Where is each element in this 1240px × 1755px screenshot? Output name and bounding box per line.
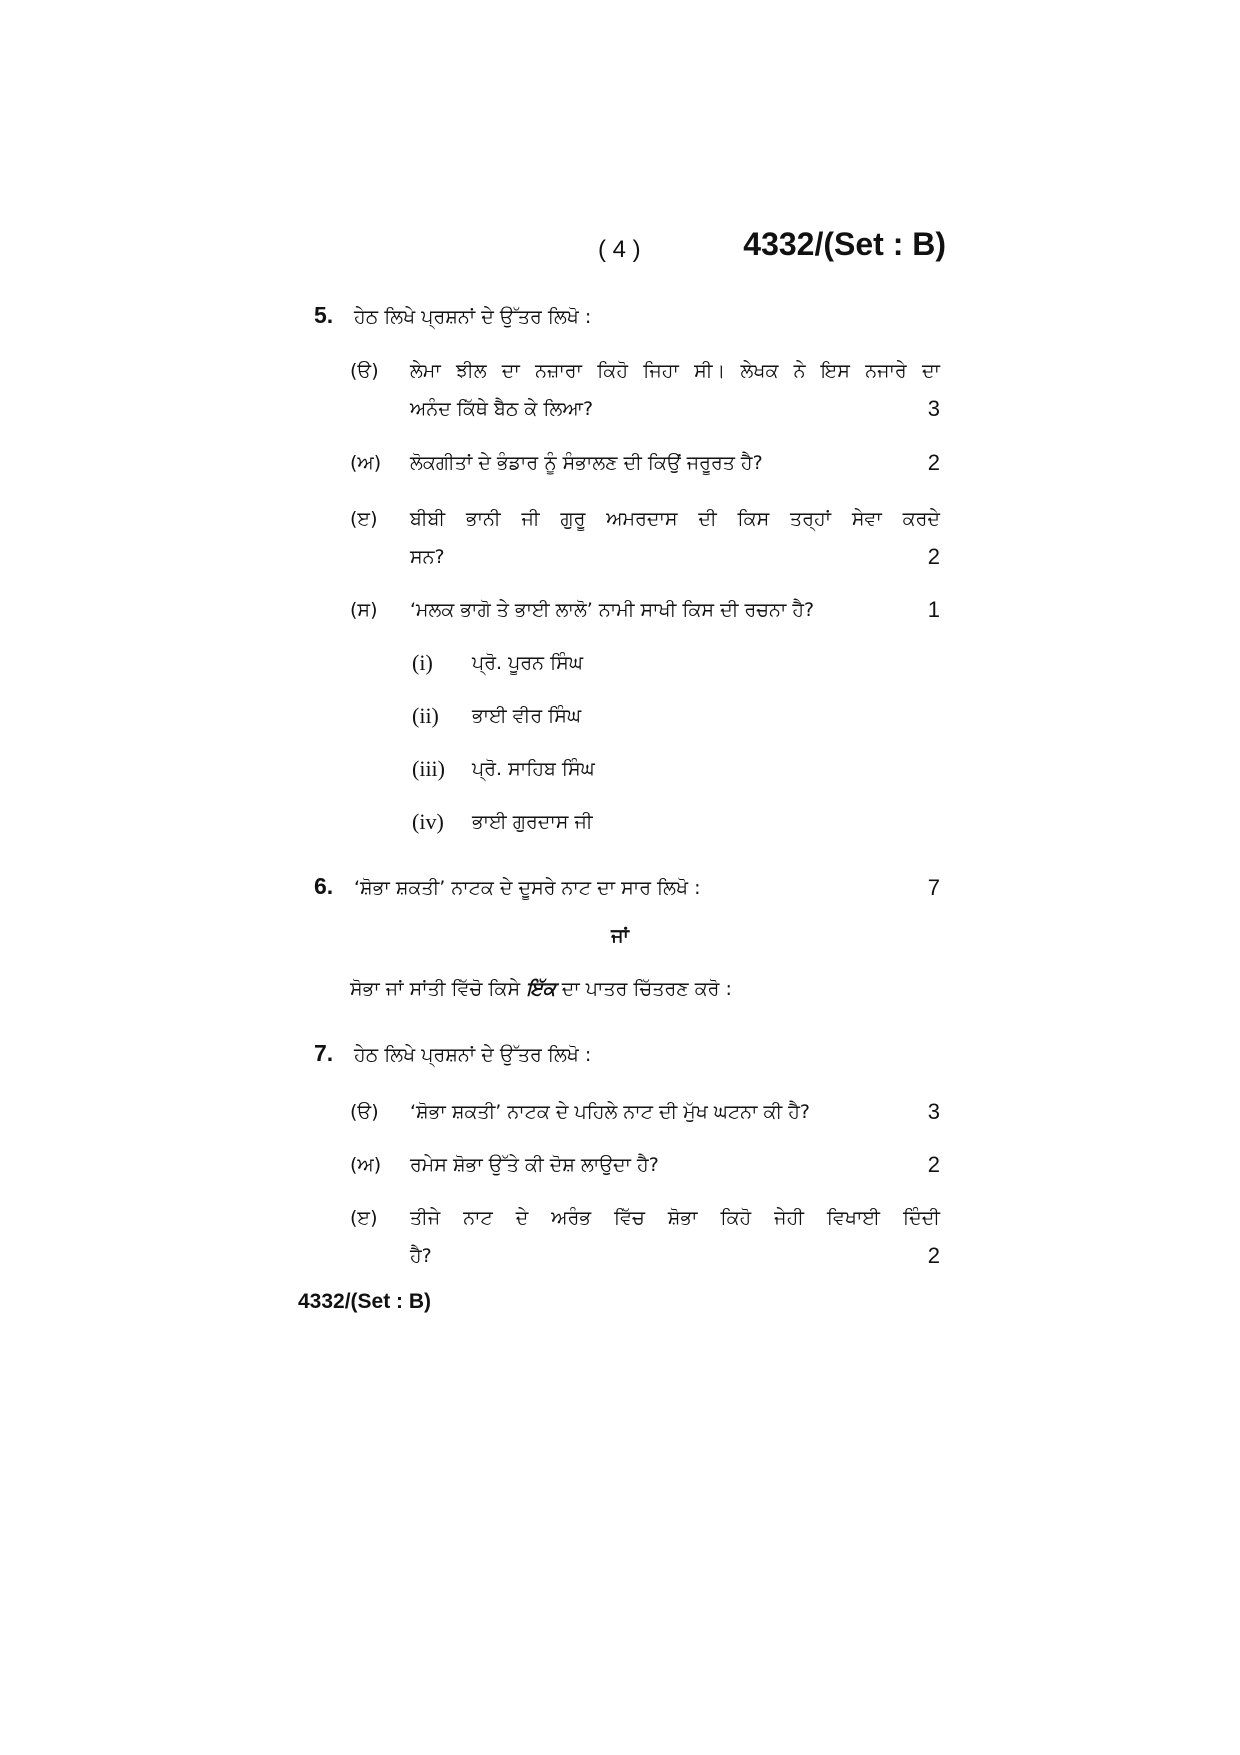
marks: 2 [927, 544, 940, 569]
option-text: ਭਾਈ ਵੀਰ ਸਿੰਘ [472, 705, 582, 727]
part-label: (ੲ) [350, 1207, 378, 1229]
option-numeral: (iv) [412, 809, 444, 834]
marks: 1 [927, 597, 940, 622]
part-label: (ੳ) [350, 360, 379, 382]
option-text: ਪ੍ਰੋ. ਪੂਰਨ ਸਿੰਘ [472, 652, 583, 674]
question-number: 7. [314, 1040, 334, 1066]
question-number: 5. [314, 302, 334, 328]
part-text-line-2: ਅਨੰਦ ਕਿੱਥੇ ਬੈਠ ਕੇ ਲਿਆ? [410, 398, 594, 420]
part-label: (ੳ) [350, 1101, 379, 1123]
marks: 2 [927, 450, 940, 475]
part-label: (ਅ) [350, 452, 382, 474]
paper-code-header: 4332/(Set : B) [743, 226, 946, 262]
paper-code-footer: 4332/(Set : B) [298, 1290, 432, 1313]
part-text-line-1: ‘ਸ਼ੋਭਾ ਸ਼ਕਤੀ’ ਨਾਟਕ ਦੇ ਪਹਿਲੇ ਨਾਟ ਦੀ ਮੁੱਖ ਘਟਨਾ ਕੀ ਹੈ? [410, 1101, 810, 1123]
marks: 3 [927, 1099, 940, 1124]
option-text: ਪ੍ਰੋ. ਸਾਹਿਬ ਸਿੰਘ [472, 758, 595, 780]
part-text-line-1: ‘ਮਲਕ ਭਾਗੋ ਤੇ ਭਾਈ ਲਾਲੋ’ ਨਾਮੀ ਸਾਖੀ ਕਿਸ ਦੀ ਰਚਨਾ ਹੈ? [410, 599, 815, 621]
question-text: ਹੇਠ ਲਿਖੇ ਪ੍ਰਸ਼ਨਾਂ ਦੇ ਉੱਤਰ ਲਿਖੋ : [354, 1044, 592, 1066]
question-text: ਹੇਠ ਲਿਖੇ ਪ੍ਰਸ਼ਨਾਂ ਦੇ ਉੱਤਰ ਲਿਖੋ : [354, 306, 592, 328]
option-text: ਭਾਈ ਗੁਰਦਾਸ ਜੀ [472, 811, 593, 833]
marks: 7 [927, 875, 940, 900]
part-label: (ਅ) [350, 1154, 382, 1176]
option-numeral: (i) [412, 650, 433, 675]
part-label: (ਸ) [350, 599, 378, 621]
or-separator: ਜਾਂ [611, 925, 629, 947]
part-text-line-2: ਸਨ? [410, 546, 445, 568]
alternative-text-end: ਦਾ ਪਾਤਰ ਚਿੱਤਰਣ ਕਰੋ : [555, 978, 732, 1000]
part-text-line-2: ਹੈ? [410, 1245, 432, 1267]
marks: 3 [927, 396, 940, 421]
page-number: ( 4 ) [598, 236, 641, 263]
part-label: (ੲ) [350, 508, 378, 530]
alternative-text-start: ਸੋਭਾ ਜਾਂ ਸਾਂਤੀ ਵਿੱਚੋ ਕਿਸੇ [350, 978, 527, 1000]
part-text-line-1: ਲੇਮਾ ਝੀਲ ਦਾ ਨਜ਼ਾਰਾ ਕਿਹੋ ਜਿਹਾ ਸੀ। ਲੇਖਕ ਨੇ ਇਸ ਨਜਾਰੇ ਦਾ [410, 360, 940, 382]
part-text-line-1: ਤੀਜੇ ਨਾਟ ਦੇ ਅਰੰਭ ਵਿੱਚ ਸ਼ੋਭਾ ਕਿਹੋ ਜੇਹੀ ਵਿਖਾਈ ਦਿੰਦੀ [410, 1207, 940, 1229]
question-text: ‘ਸ਼ੋਭਾ ਸ਼ਕਤੀ’ ਨਾਟਕ ਦੇ ਦੂਸਰੇ ਨਾਟ ਦਾ ਸਾਰ ਲਿਖੋ : [354, 877, 701, 899]
part-text-line-1: ਲੋਕਗੀਤਾਂ ਦੇ ਭੰਡਾਰ ਨੂੰ ਸੰਭਾਲਣ ਦੀ ਕਿਉਂ ਜਰੂਰਤ ਹੈ? [410, 452, 763, 474]
alternative-emphasis: ਇੱਕ [526, 978, 556, 1000]
part-text-line-1: ਬੀਬੀ ਭਾਨੀ ਜੀ ਗੁਰੂ ਅਮਰਦਾਸ ਦੀ ਕਿਸ ਤਰ੍ਹਾਂ ਸੇਵਾ ਕਰਦੇ [410, 508, 940, 530]
option-numeral: (iii) [412, 756, 445, 781]
q6-alternative [350, 978, 732, 1000]
marks: 2 [927, 1152, 940, 1177]
option-numeral: (ii) [412, 703, 439, 728]
marks: 2 [927, 1243, 940, 1268]
part-text-line-1: ਰਮੇਸ ਸ਼ੋਭਾ ਉੱਤੇ ਕੀ ਦੋਸ਼ ਲਾਉਦਾ ਹੈ? [410, 1154, 659, 1176]
question-number: 6. [314, 873, 334, 899]
